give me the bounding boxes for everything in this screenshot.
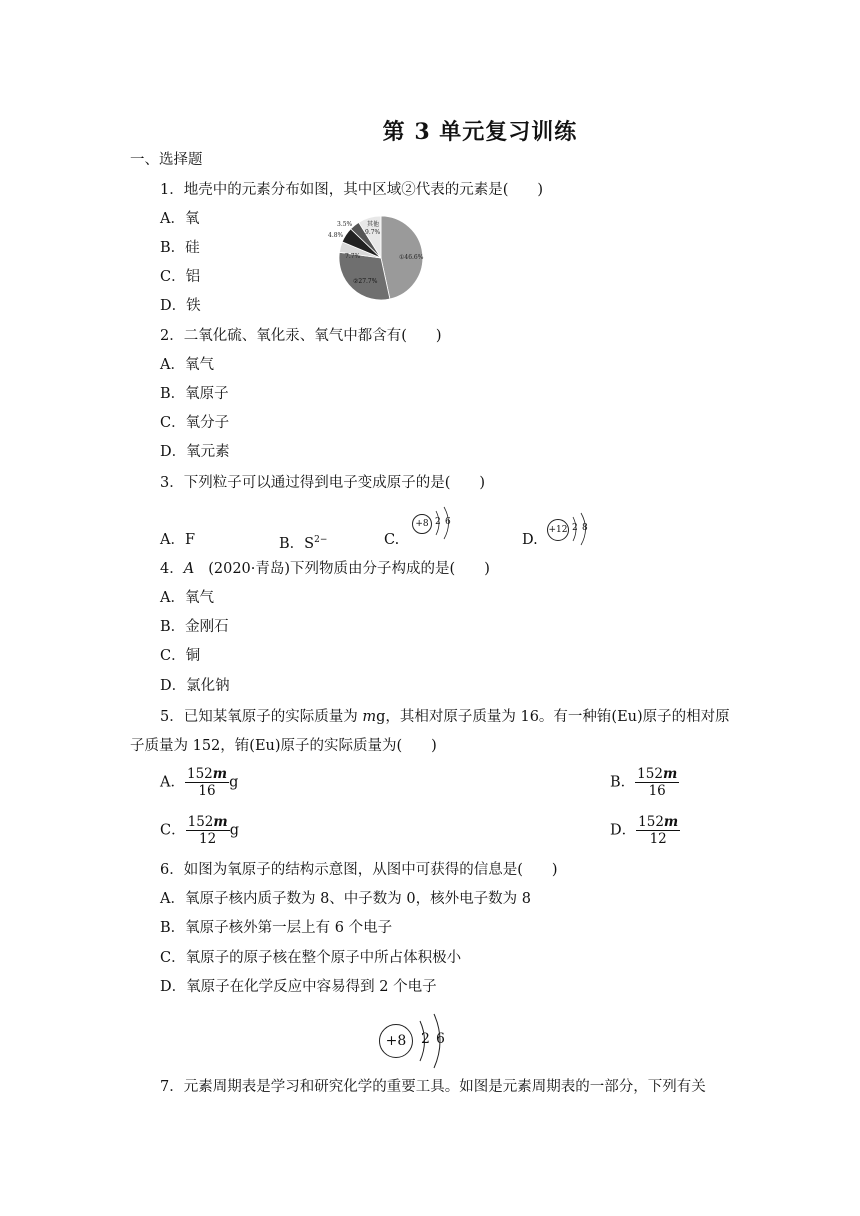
q3-option-a: A．F (160, 532, 196, 548)
atom-shell-2-count: 8 (582, 523, 588, 533)
q2-stem: 2．二氧化硫、氧化汞、氧气中都含有( ) (160, 328, 442, 344)
q6-option-d: D．氧原子在化学反应中容易得到 2 个电子 (160, 979, 437, 995)
q5-option-c (160, 814, 239, 847)
q5-option-d (610, 814, 680, 847)
atom-shell-1-count: 2 (421, 1031, 430, 1047)
atom-shell-2-count: 6 (445, 517, 451, 527)
q2-option-a: A．氧气 (160, 357, 214, 373)
fraction-denominator: 16 (198, 783, 216, 799)
q1-option-a: A．氧 (160, 211, 200, 227)
q3-option-b (279, 530, 327, 554)
q3-option-b-label: B．S (279, 535, 315, 552)
q4-level-tag: A (183, 561, 195, 577)
q6-oxygen-atom-diagram (379, 1012, 449, 1070)
fraction-denominator: 12 (199, 831, 217, 847)
q3-atom-c-diagram (412, 506, 462, 540)
fraction-variable: m (212, 766, 228, 782)
q6-stem: 6．如图为氧原子的结构示意图，从图中可获得的信息是( ) (160, 862, 558, 878)
q7-stem: 7．元素周期表是学习和研究化学的重要工具。如图是元素周期表的一部分，下列有关 (160, 1079, 706, 1095)
fraction-numerator: 152 (187, 814, 214, 830)
q4-stem: (2020·青岛)下列物质由分子构成的是( ) (208, 561, 490, 577)
q5-option-a (160, 766, 238, 799)
pie-label-second: ②27.7% (353, 278, 378, 285)
q4-option-a: A．氧气 (160, 590, 214, 606)
q1-option-d: D．铁 (160, 298, 201, 314)
fraction-denominator: 12 (649, 831, 667, 847)
option-label: A． (160, 774, 185, 791)
q5-stem-variable: m (362, 709, 377, 725)
fraction (635, 766, 679, 799)
q5-stem-line-2: 子质量为 152，铕(Eu)原子的实际质量为( ) (130, 738, 437, 754)
atom-nucleus: +12 (547, 519, 569, 541)
unit: g (229, 822, 239, 839)
atom-shell-1-count: 2 (572, 523, 578, 533)
q4-stem-line (160, 559, 490, 579)
pie-label-big: ①46.6% (399, 254, 424, 261)
q5-option-b (610, 766, 679, 799)
q6-option-c: C．氧原子的原子核在整个原子中所占体积极小 (160, 950, 462, 966)
q1-option-c: C．铝 (160, 269, 201, 285)
fraction-numerator: 152 (638, 814, 664, 830)
atom-nucleus: +8 (412, 514, 432, 534)
pie-label-third: 7.7% (345, 253, 361, 260)
option-label: B． (610, 774, 636, 791)
q6-option-b: B．氧原子核外第一层上有 6 个电子 (160, 920, 393, 936)
section-heading: 一、选择题 (130, 152, 203, 168)
pie-label-other-pct: 9.7% (365, 229, 381, 236)
fraction (186, 814, 230, 847)
q1-option-b: B．硅 (160, 240, 200, 256)
fraction-variable: m (663, 814, 679, 830)
q5-stem-part-b: g，其相对原子质量为 16。有一种铕(Eu)原子的相对原 (376, 709, 730, 725)
fraction (185, 766, 229, 799)
atom-shell-2-count: 6 (436, 1031, 445, 1047)
pie-label-fifth: 3.5% (337, 221, 353, 228)
fraction-numerator: 152 (186, 766, 213, 782)
pie-label-fourth: 4.8% (328, 232, 344, 239)
atom-shell-1-count: 2 (435, 517, 441, 527)
q2-option-d: D．氧元素 (160, 444, 230, 460)
atom-nucleus: +8 (379, 1024, 413, 1058)
q4-option-b: B．金刚石 (160, 619, 229, 635)
q2-option-c: C．氧分子 (160, 415, 230, 431)
q3-atom-d-diagram (547, 512, 597, 546)
q3-option-c-label: C. (384, 532, 400, 548)
option-label: D． (610, 822, 637, 839)
element-distribution-pie (327, 213, 427, 303)
q3-stem: 3．下列粒子可以通过得到电子变成原子的是( ) (160, 475, 486, 491)
q4-option-d: D．氯化钠 (160, 678, 230, 694)
q1-stem: 1．地壳中的元素分布如图，其中区域②代表的元素是( ) (160, 182, 544, 198)
q4-option-c: C．铜 (160, 648, 201, 664)
fraction-numerator: 152 (637, 766, 663, 782)
q5-stem-part-a: 5．已知某氧原子的实际质量为 (160, 709, 363, 725)
pie-label-other-name: 其他 (367, 221, 380, 228)
fraction-variable: m (213, 814, 228, 830)
q6-option-a: A．氧原子核内质子数为 8、中子数为 0，核外电子数为 8 (160, 891, 531, 907)
fraction-denominator: 16 (648, 783, 666, 799)
unit: g (229, 774, 239, 791)
q2-option-b: B．氧原子 (160, 386, 229, 402)
q5-stem-line-1 (160, 707, 730, 727)
option-label: C． (160, 822, 186, 839)
fraction (636, 814, 680, 847)
q3-option-b-charge: 2− (314, 535, 328, 545)
q3-option-d-label: D. (522, 532, 538, 548)
q4-number: 4． (160, 561, 184, 577)
fraction-variable: m (662, 766, 678, 782)
page-title: 第 3 单元复习训练 (382, 119, 578, 145)
